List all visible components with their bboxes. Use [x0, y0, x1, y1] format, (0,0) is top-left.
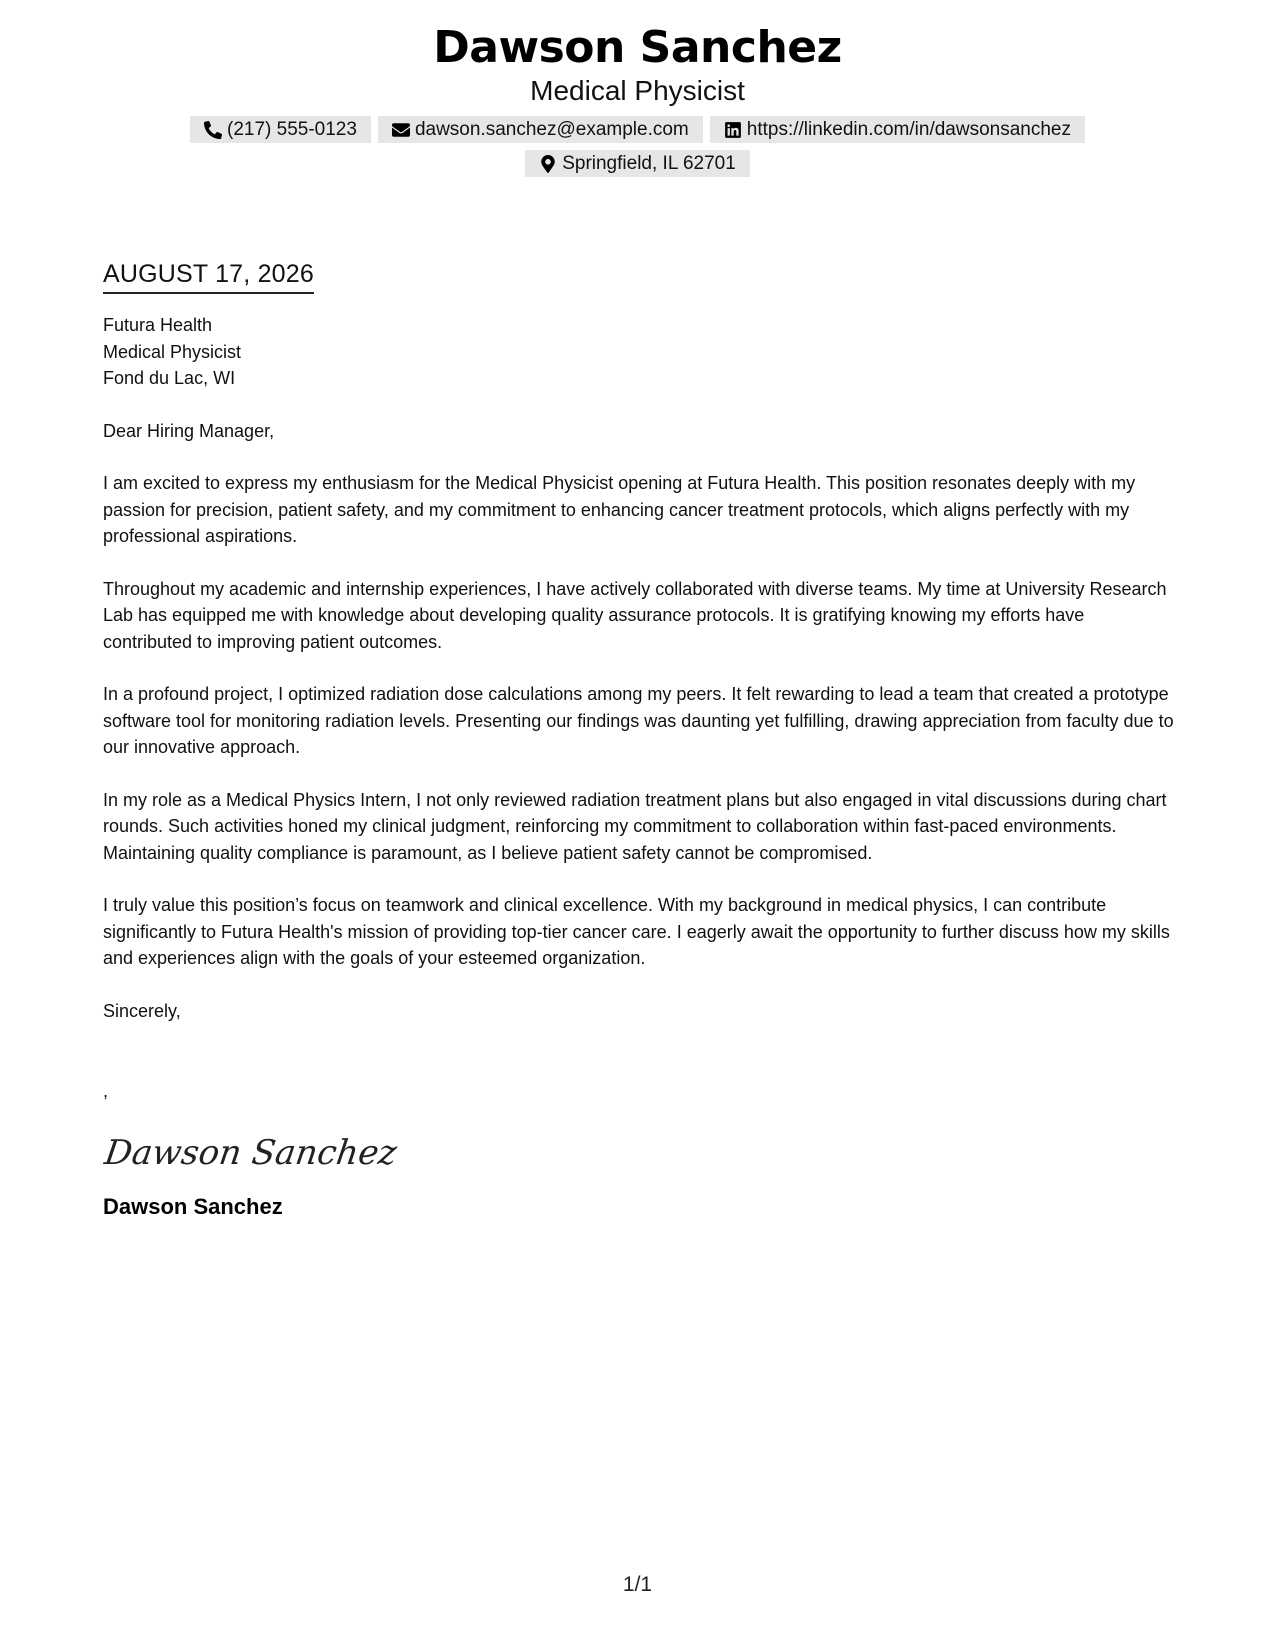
signature-comma: ,	[103, 1081, 109, 1101]
phone-icon	[204, 121, 222, 139]
recipient-location: Fond du Lac, WI	[103, 368, 236, 388]
signature-script-text: Dawson Sanchez	[102, 1133, 400, 1173]
applicant-name: Dawson Sanchez	[433, 22, 842, 73]
contact-phone	[190, 116, 371, 143]
body-paragraph: In a profound project, I optimized radiation dose calculations among my peers. It felt rewarding to lead a team that created a prototype software tool for monitoring radiation levels. Presenting our findings was daunting yet fulfilling, drawing appreciation from faculty due to our innovative approach.	[103, 684, 1174, 757]
linkedin-icon	[724, 121, 742, 139]
signer-name: Dawson Sanchez	[103, 1194, 283, 1219]
location-text: Springfield, IL 62701	[562, 153, 736, 174]
letter-date: AUGUST 17, 2026	[103, 258, 314, 294]
phone-text: (217) 555-0123	[227, 119, 357, 140]
contact-row-secondary	[0, 150, 1275, 177]
map-marker-icon	[539, 155, 557, 173]
email-text: dawson.sanchez@example.com	[414, 119, 689, 140]
page-number: 1/1	[622, 1573, 653, 1596]
contact-location	[525, 150, 750, 177]
recipient-company: Futura Health	[103, 315, 213, 335]
recipient-block	[103, 312, 1178, 392]
contact-email[interactable]	[378, 116, 703, 143]
handwritten-signature	[103, 1124, 1178, 1180]
body-paragraph: In my role as a Medical Physics Intern, I not only reviewed radiation treatment plans but also engaged in vital discussions during chart rounds. Such activities honed my clinical judgment, reinforcing my commitment to collaboration within fast-paced environments. Maintaining quality compliance is paramount, as I believe patient safety cannot be compromised.	[103, 789, 1167, 863]
contact-row-primary	[0, 116, 1275, 143]
letter-header	[0, 22, 1275, 177]
body-paragraph: Throughout my academic and internship experiences, I have actively collaborated with diverse teams. My time at University Research Lab has equipped me with knowledge about developing quality assurance protocols. It is gratifying knowing my efforts have contributed to improving patient outcomes.	[103, 578, 1167, 652]
recipient-position: Medical Physicist	[103, 341, 242, 362]
salutation: Dear Hiring Manager,	[103, 420, 275, 441]
body-paragraph: I truly value this position’s focus on teamwork and clinical excellence. With my background in medical physics, I can contribute significantly to Futura Health's mission of providing top-tier cancer care. I eagerly await the opportunity to further discuss how my skills and experiences align with the goals of your esteemed organization.	[103, 895, 1170, 968]
envelope-icon	[392, 121, 410, 139]
applicant-title: Medical Physicist	[530, 75, 745, 106]
letter-body	[103, 258, 1178, 1222]
contact-linkedin[interactable]	[710, 116, 1085, 143]
closing: Sincerely,	[103, 1000, 181, 1021]
linkedin-url: https://linkedin.com/in/dawsonsanchez	[746, 119, 1071, 140]
body-paragraph: I am excited to express my enthusiasm for the Medical Physicist opening at Futura Health. This position resonates deeply with my passion for precision, patient safety, and my commitment to enhancing cancer treatment protocols, which aligns perfectly with my professional aspirations.	[103, 473, 1136, 546]
